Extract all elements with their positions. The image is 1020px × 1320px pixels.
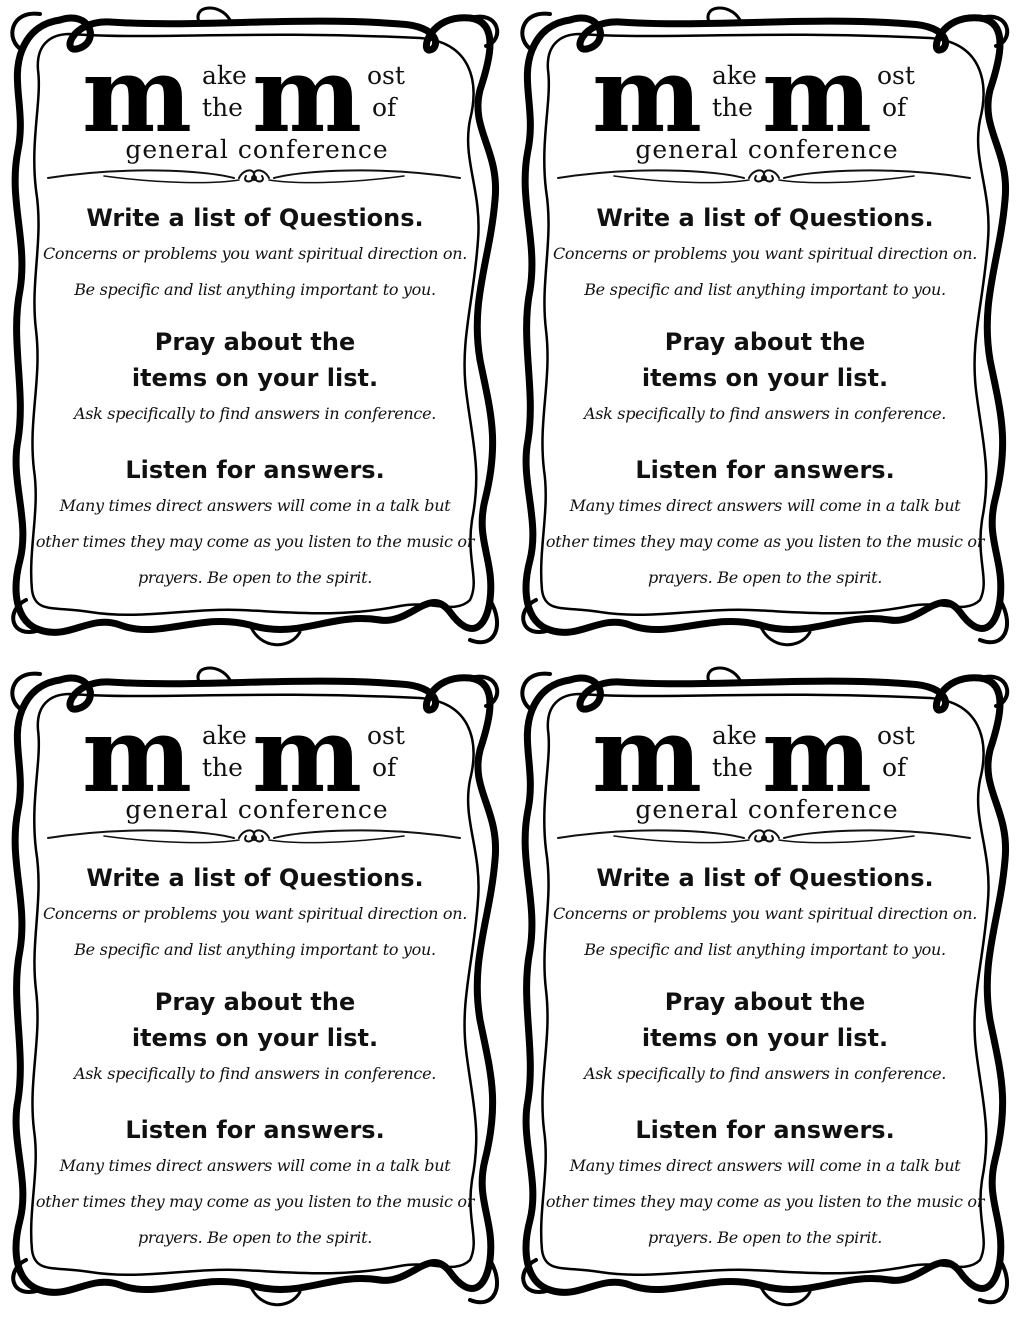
- section-line: Be specific and list anything important to you.: [584, 940, 946, 959]
- section-questions: [30, 200, 480, 308]
- section-line: other times they may come as you listen to the music or: [35, 1192, 475, 1211]
- section-listen: [30, 1112, 480, 1256]
- section-line: Concerns or problems you want spiritual direction on.: [552, 244, 978, 263]
- section-line: Concerns or problems you want spiritual direction on.: [42, 904, 468, 923]
- section-heading: Pray about the: [664, 328, 866, 356]
- section-line: prayers. Be open to the spirit.: [137, 1228, 372, 1247]
- title-word-ost: ost: [877, 61, 915, 90]
- section-heading: Listen for answers.: [635, 1116, 895, 1144]
- section-heading: items on your list.: [641, 364, 889, 392]
- title-word-the: the: [202, 93, 243, 122]
- section-listen: [540, 1112, 990, 1256]
- title-word-the: the: [202, 753, 243, 782]
- title-word-ake: ake: [202, 721, 247, 750]
- title-word-ake: ake: [712, 61, 757, 90]
- section-line: Concerns or problems you want spiritual direction on.: [42, 244, 468, 263]
- section-heading: Pray about the: [664, 988, 866, 1016]
- section-line: Many times direct answers will come in a talk but: [59, 496, 451, 515]
- section-heading: Write a list of Questions.: [596, 204, 934, 232]
- section-line: Ask specifically to find answers in conference.: [73, 1064, 437, 1083]
- flourish-divider-icon: [554, 164, 974, 190]
- title-big-m: m: [82, 33, 189, 156]
- section-line: other times they may come as you listen to the music or: [545, 1192, 985, 1211]
- title-word-of: of: [372, 753, 397, 782]
- section-line: Be specific and list anything important to you.: [74, 940, 436, 959]
- section-heading: Write a list of Questions.: [86, 864, 424, 892]
- section-line: Ask specifically to find answers in conference.: [583, 404, 947, 423]
- title-word-ost: ost: [367, 721, 405, 750]
- section-line: Be specific and list anything important to you.: [584, 280, 946, 299]
- title-block: [592, 33, 942, 165]
- section-heading: Listen for answers.: [125, 456, 385, 484]
- title-block: [82, 33, 432, 165]
- title-word-ost: ost: [367, 61, 405, 90]
- flourish-divider-icon: [554, 824, 974, 850]
- section-listen: [540, 452, 990, 596]
- subtitle: general conference: [125, 795, 389, 824]
- title-big-m: m: [762, 693, 869, 816]
- title-big-m: m: [252, 693, 359, 816]
- card: [0, 0, 510, 660]
- section-line: other times they may come as you listen to the music or: [35, 532, 475, 551]
- section-line: Ask specifically to find answers in conference.: [583, 1064, 947, 1083]
- subtitle: general conference: [125, 135, 389, 164]
- section-line: Concerns or problems you want spiritual direction on.: [552, 904, 978, 923]
- section-heading: Listen for answers.: [125, 1116, 385, 1144]
- title-big-m: m: [82, 693, 189, 816]
- card: [510, 0, 1020, 660]
- section-heading: items on your list.: [131, 1024, 379, 1052]
- section-pray: [30, 324, 480, 432]
- section-pray: [30, 984, 480, 1092]
- title-big-m: m: [592, 693, 699, 816]
- section-line: Many times direct answers will come in a talk but: [569, 1156, 961, 1175]
- title-word-the: the: [712, 93, 753, 122]
- title-word-of: of: [372, 93, 397, 122]
- title-word-of: of: [882, 753, 907, 782]
- title-big-m: m: [252, 33, 359, 156]
- section-questions: [30, 860, 480, 968]
- section-line: prayers. Be open to the spirit.: [647, 1228, 882, 1247]
- section-heading: Pray about the: [154, 988, 356, 1016]
- title-big-m: m: [592, 33, 699, 156]
- section-heading: Pray about the: [154, 328, 356, 356]
- section-line: prayers. Be open to the spirit.: [137, 568, 372, 587]
- flourish-divider-icon: [44, 164, 464, 190]
- title-block: [82, 693, 432, 825]
- section-line: prayers. Be open to the spirit.: [647, 568, 882, 587]
- section-heading: Write a list of Questions.: [86, 204, 424, 232]
- title-block: [592, 693, 942, 825]
- subtitle: general conference: [635, 135, 899, 164]
- card: [0, 660, 510, 1320]
- title-word-ost: ost: [877, 721, 915, 750]
- section-line: Be specific and list anything important to you.: [74, 280, 436, 299]
- section-line: Many times direct answers will come in a talk but: [59, 1156, 451, 1175]
- title-word-ake: ake: [202, 61, 247, 90]
- section-pray: [540, 984, 990, 1092]
- section-listen: [30, 452, 480, 596]
- section-questions: [540, 200, 990, 308]
- section-heading: items on your list.: [131, 364, 379, 392]
- title-word-ake: ake: [712, 721, 757, 750]
- section-heading: items on your list.: [641, 1024, 889, 1052]
- section-questions: [540, 860, 990, 968]
- title-word-the: the: [712, 753, 753, 782]
- section-line: Ask specifically to find answers in conference.: [73, 404, 437, 423]
- section-pray: [540, 324, 990, 432]
- title-word-of: of: [882, 93, 907, 122]
- section-line: other times they may come as you listen to the music or: [545, 532, 985, 551]
- title-big-m: m: [762, 33, 869, 156]
- flourish-divider-icon: [44, 824, 464, 850]
- section-heading: Write a list of Questions.: [596, 864, 934, 892]
- section-heading: Listen for answers.: [635, 456, 895, 484]
- subtitle: general conference: [635, 795, 899, 824]
- card: [510, 660, 1020, 1320]
- section-line: Many times direct answers will come in a talk but: [569, 496, 961, 515]
